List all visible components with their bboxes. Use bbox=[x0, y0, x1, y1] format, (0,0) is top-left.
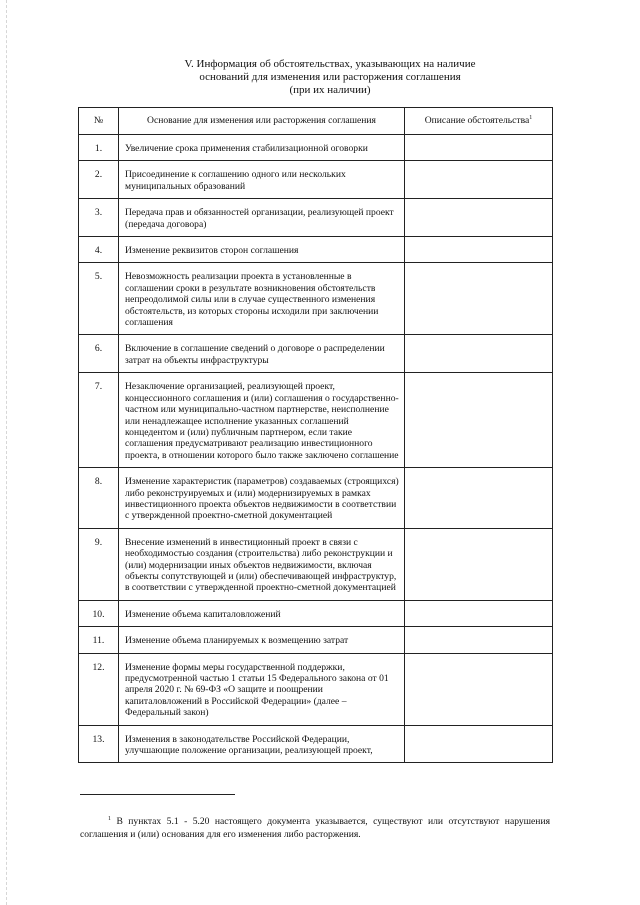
table-header-row bbox=[79, 108, 553, 135]
row-num: 2. bbox=[79, 161, 119, 199]
row-basis: Изменение формы меры государственной поддержки, предусмотренной частью 1 статьи 15 Федерального закона от 01 апреля 2020 г. № 69-ФЗ «О защите и поощрении капиталовложений в Российской Федерации» (далее – Федеральный закон) bbox=[119, 653, 405, 725]
scan-edge-line bbox=[6, 0, 8, 905]
row-basis: Внесение изменений в инвестиционный проект в связи с необходимостью создания (строительства) либо реконструкции и (или) модернизации иных объектов недвижимости, включая объекты сопутствующей и (или) обеспечивающей инфраструктур, в соответствии с утвержденной проектно-сметной документацией bbox=[119, 528, 405, 600]
row-description bbox=[405, 237, 553, 263]
row-description bbox=[405, 627, 553, 653]
table-row bbox=[79, 373, 553, 468]
table-row bbox=[79, 237, 553, 263]
footnote bbox=[80, 816, 550, 841]
table-row bbox=[79, 161, 553, 199]
grounds-table bbox=[78, 107, 553, 763]
row-description bbox=[405, 468, 553, 529]
row-num: 8. bbox=[79, 468, 119, 529]
row-basis: Передача прав и обязанностей организации, реализующей проект (передача договора) bbox=[119, 199, 405, 237]
table-row bbox=[79, 725, 553, 763]
row-num: 9. bbox=[79, 528, 119, 600]
table-row bbox=[79, 468, 553, 529]
row-num: 5. bbox=[79, 263, 119, 335]
row-num: 12. bbox=[79, 653, 119, 725]
row-description bbox=[405, 335, 553, 373]
row-num: 1. bbox=[79, 135, 119, 161]
section-title-line-3: (при их наличии) bbox=[289, 84, 371, 96]
row-basis: Изменение характеристик (параметров) создаваемых (строящихся) либо реконструируемых и (или) модернизируемых в рамках инвестиционного проекта объектов недвижимости в соответствии с утвержденной проектно-сметной документацией bbox=[119, 468, 405, 529]
section-title bbox=[130, 58, 530, 97]
header-description-label: Описание обстоятельства bbox=[424, 115, 530, 127]
row-num: 4. bbox=[79, 237, 119, 263]
table-row bbox=[79, 335, 553, 373]
row-basis: Изменение объема капиталовложений bbox=[119, 600, 405, 626]
footnote-divider bbox=[80, 794, 235, 795]
row-num: 13. bbox=[79, 725, 119, 763]
section-title-line-1: V. Информация об обстоятельствах, указывающих на наличие bbox=[184, 58, 476, 70]
header-num: № bbox=[79, 108, 119, 135]
row-basis: Незаключение организацией, реализующей проект, концессионного соглашения и (или) соглашения о государственно-частном или муниципально-частном партнерстве, неисполнение или ненадлежащее исполнение указанных соглашений концедентом и (или) публичным партнером, если такие соглашения предусматривают реализацию инвестиционного проекта, в отношении которого было также заключено соглашение bbox=[119, 373, 405, 468]
table-row bbox=[79, 199, 553, 237]
table-row bbox=[79, 653, 553, 725]
table-row bbox=[79, 263, 553, 335]
row-description bbox=[405, 199, 553, 237]
footnote-marker: 1 bbox=[108, 815, 111, 822]
row-num: 10. bbox=[79, 600, 119, 626]
header-basis: Основание для изменения или расторжения соглашения bbox=[119, 108, 405, 135]
row-basis: Включение в соглашение сведений о договоре о распределении затрат на объекты инфраструктуры bbox=[119, 335, 405, 373]
row-num: 7. bbox=[79, 373, 119, 468]
row-description bbox=[405, 373, 553, 468]
row-description bbox=[405, 161, 553, 199]
section-title-line-2: оснований для изменения или расторжения соглашения bbox=[199, 71, 461, 83]
header-footnote-marker: 1 bbox=[529, 115, 533, 122]
footnote-text: В пунктах 5.1 - 5.20 настоящего документа указывается, существуют или отсутствуют нарушения соглашения и (или) основания для его изменения либо расторжения. bbox=[80, 816, 550, 840]
row-basis: Изменение реквизитов сторон соглашения bbox=[119, 237, 405, 263]
row-num: 3. bbox=[79, 199, 119, 237]
row-description bbox=[405, 600, 553, 626]
row-basis: Присоединение к соглашению одного или нескольких муниципальных образований bbox=[119, 161, 405, 199]
row-basis: Увеличение срока применения стабилизационной оговорки bbox=[119, 135, 405, 161]
row-num: 6. bbox=[79, 335, 119, 373]
row-num: 11. bbox=[79, 627, 119, 653]
header-description bbox=[405, 108, 553, 135]
table-row bbox=[79, 600, 553, 626]
table-row bbox=[79, 135, 553, 161]
table-row bbox=[79, 627, 553, 653]
row-basis: Изменения в законодательстве Российской Федерации, улучшающие положение организации, реализующей проект, bbox=[119, 725, 405, 763]
table-row bbox=[79, 528, 553, 600]
row-basis: Изменение объема планируемых к возмещению затрат bbox=[119, 627, 405, 653]
row-description bbox=[405, 263, 553, 335]
row-description bbox=[405, 725, 553, 763]
row-description bbox=[405, 528, 553, 600]
row-description bbox=[405, 653, 553, 725]
row-description bbox=[405, 135, 553, 161]
row-basis: Невозможность реализации проекта в установленные в соглашении сроки в результате возникновения обстоятельств непреодолимой силы или в случае существенного изменения обстоятельств, из которых стороны исходили при заключении соглашения bbox=[119, 263, 405, 335]
